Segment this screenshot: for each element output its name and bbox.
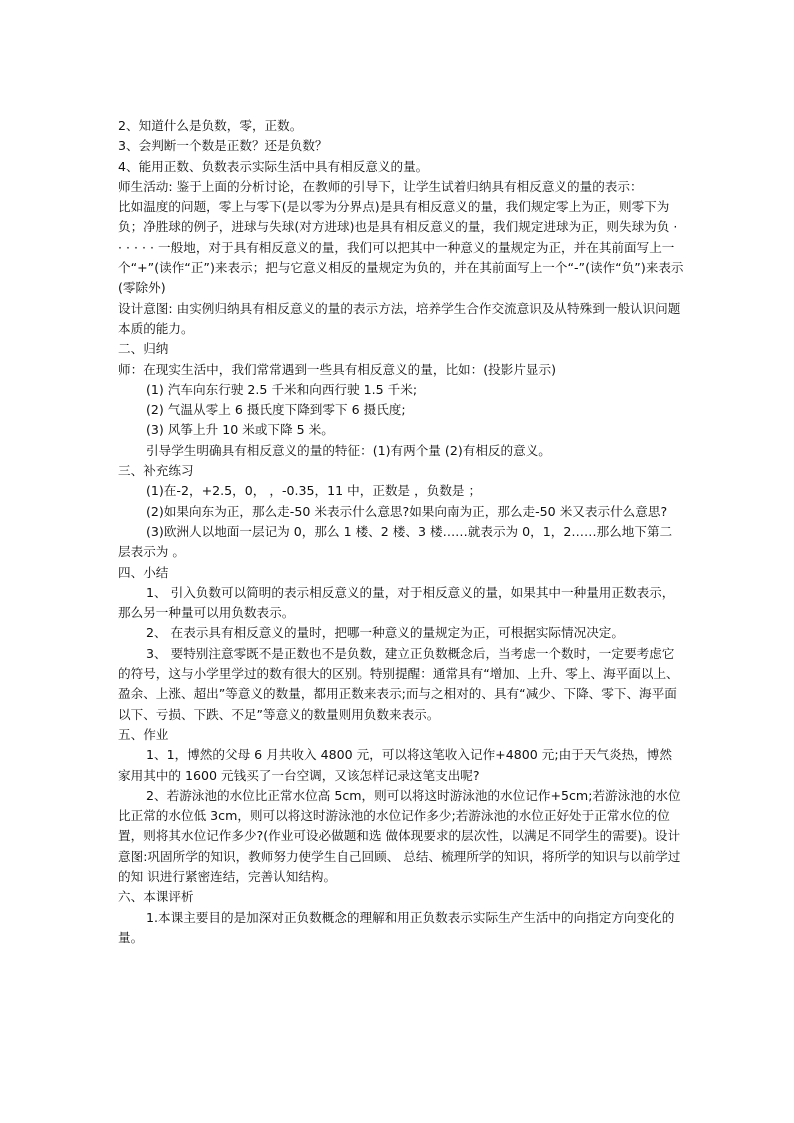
lesson-review-1: 1.本课主要目的是加深对正负数概念的理解和用正负数表示实际生产生活中的向指定方向变化的量。 <box>118 909 675 945</box>
exercise-2: (2)如果向东为正，那么走-50 米表示什么意思?如果向南为正，那么走-50 米又表示什么意思? <box>146 503 668 519</box>
summary-3: 3、 要特别注意零既不是正数也不是负数，建立正负数概念后，当考虑一个数时，一定要考虑它的符号，这与小学里学过的数有很大的区别。特别提醒：通常具有“增加、上升、零上、海平面以上、盈余、上涨、超出”等意义的数量，都用正数来表示;而与之相对的、具有“减少、下降、零下、海平面以下、亏损、下跌、不足”等意义的数量则用负数来表示。 <box>118 645 679 722</box>
homework-2: 2、若游泳池的水位比正常水位高 5cm，则可以将这时游泳池的水位记作+5cm;若游泳池的水位比正常的水位低 3cm，则可以将这时游泳池的水位记作多少;若游泳池的水位正好处于正常水位的位置，则将其水位记作多少?(作业可设必做题和选 做体现要求的层次性，以满足不同学生的需要)。设计意图:巩固所学的知识，教师努力使学生自己回顾、 总结、梳理所学的知识，将所学的知识与以前学过的知 识进行紧密连结，完善认知结构。 <box>118 787 681 884</box>
section-heading-3: 三、补充练习 <box>118 463 194 479</box>
example-paragraph: 比如温度的问题，零上与零下(是以零为分界点)是具有相反意义的量，我们规定零上为正，则零下为负；净胜球的例子，进球与失球(对方进球)也是具有相反意义的量，我们规定进球为正，则失球为负 · · · · · · 一般地，对于具有相反意义的量，我们可以把其中一种意义的量规定为正，并在其前面写上一个“+”(读作“正”)来表示；把与它意义相反的量规定为负的，并在其前面写上一个“-”(读作“负”)来表示(零除外) <box>118 199 684 296</box>
exercise-3: (3)欧洲人以地面一层记为 0，那么 1 楼、2 楼、3 楼……就表示为 0，1，2……那么地下第二层表示为 。 <box>118 523 673 560</box>
example-item-3: (3) 风筝上升 10 米或下降 5 米。 <box>146 422 334 438</box>
features-summary: 引导学生明确具有相反意义的量的特征：(1)有两个量 (2)有相反的意义。 <box>146 442 551 458</box>
homework-1: 1、1，博然的父母 6 月共收入 4800 元，可以将这笔收入记作+4800 元;由于天气炎热，博然家用其中的 1600 元钱买了一台空调，又该怎样记录这笔支出呢? <box>118 747 672 783</box>
section-heading-5: 五、作业 <box>118 726 169 742</box>
section-heading-2: 二、归纳 <box>118 341 169 357</box>
objective-3: 3、会判断一个数是正数？还是负数？ <box>118 138 328 154</box>
section-heading-4: 四、小结 <box>118 564 169 580</box>
exercise-1: (1)在-2，+2.5，0， ，-0.35，11 中，正数是 ，负数是 ； <box>146 483 482 499</box>
summary-2: 2、 在表示具有相反意义的量时，把哪一种意义的量规定为正，可根据实际情况决定。 <box>146 625 624 641</box>
teacher-student-activity: 师生活动: 鉴于上面的分析讨论，在教师的引导下，让学生试着归纳具有相反意义的量的表示： <box>118 178 643 194</box>
objective-4: 4、能用正数、负数表示实际生活中具有相反意义的量。 <box>118 158 429 174</box>
document-page <box>118 116 684 948</box>
objective-2: 2、知道什么是负数，零，正数。 <box>118 118 303 133</box>
design-intent-1: 设计意图: 由实例归纳具有相反意义的量的表示方法，培养学生合作交流意识及从特殊到一般认识问题本质的能力。 <box>118 300 681 336</box>
example-item-2: (2) 气温从零上 6 摄氏度下降到零下 6 摄氏度; <box>146 402 406 418</box>
example-item-1: (1) 汽车向东行驶 2.5 千米和向西行驶 1.5 千米; <box>146 381 418 397</box>
summary-1: 1、 引入负数可以简明的表示相反意义的量，对于相反意义的量，如果其中一种量用正数表示，那么另一种量可以用负数表示。 <box>118 584 675 621</box>
teacher-intro: 师：在现实生活中，我们常常遇到一些具有相反意义的量，比如：(投影片显示) <box>118 361 557 377</box>
section-heading-6: 六、本课评析 <box>118 889 194 905</box>
